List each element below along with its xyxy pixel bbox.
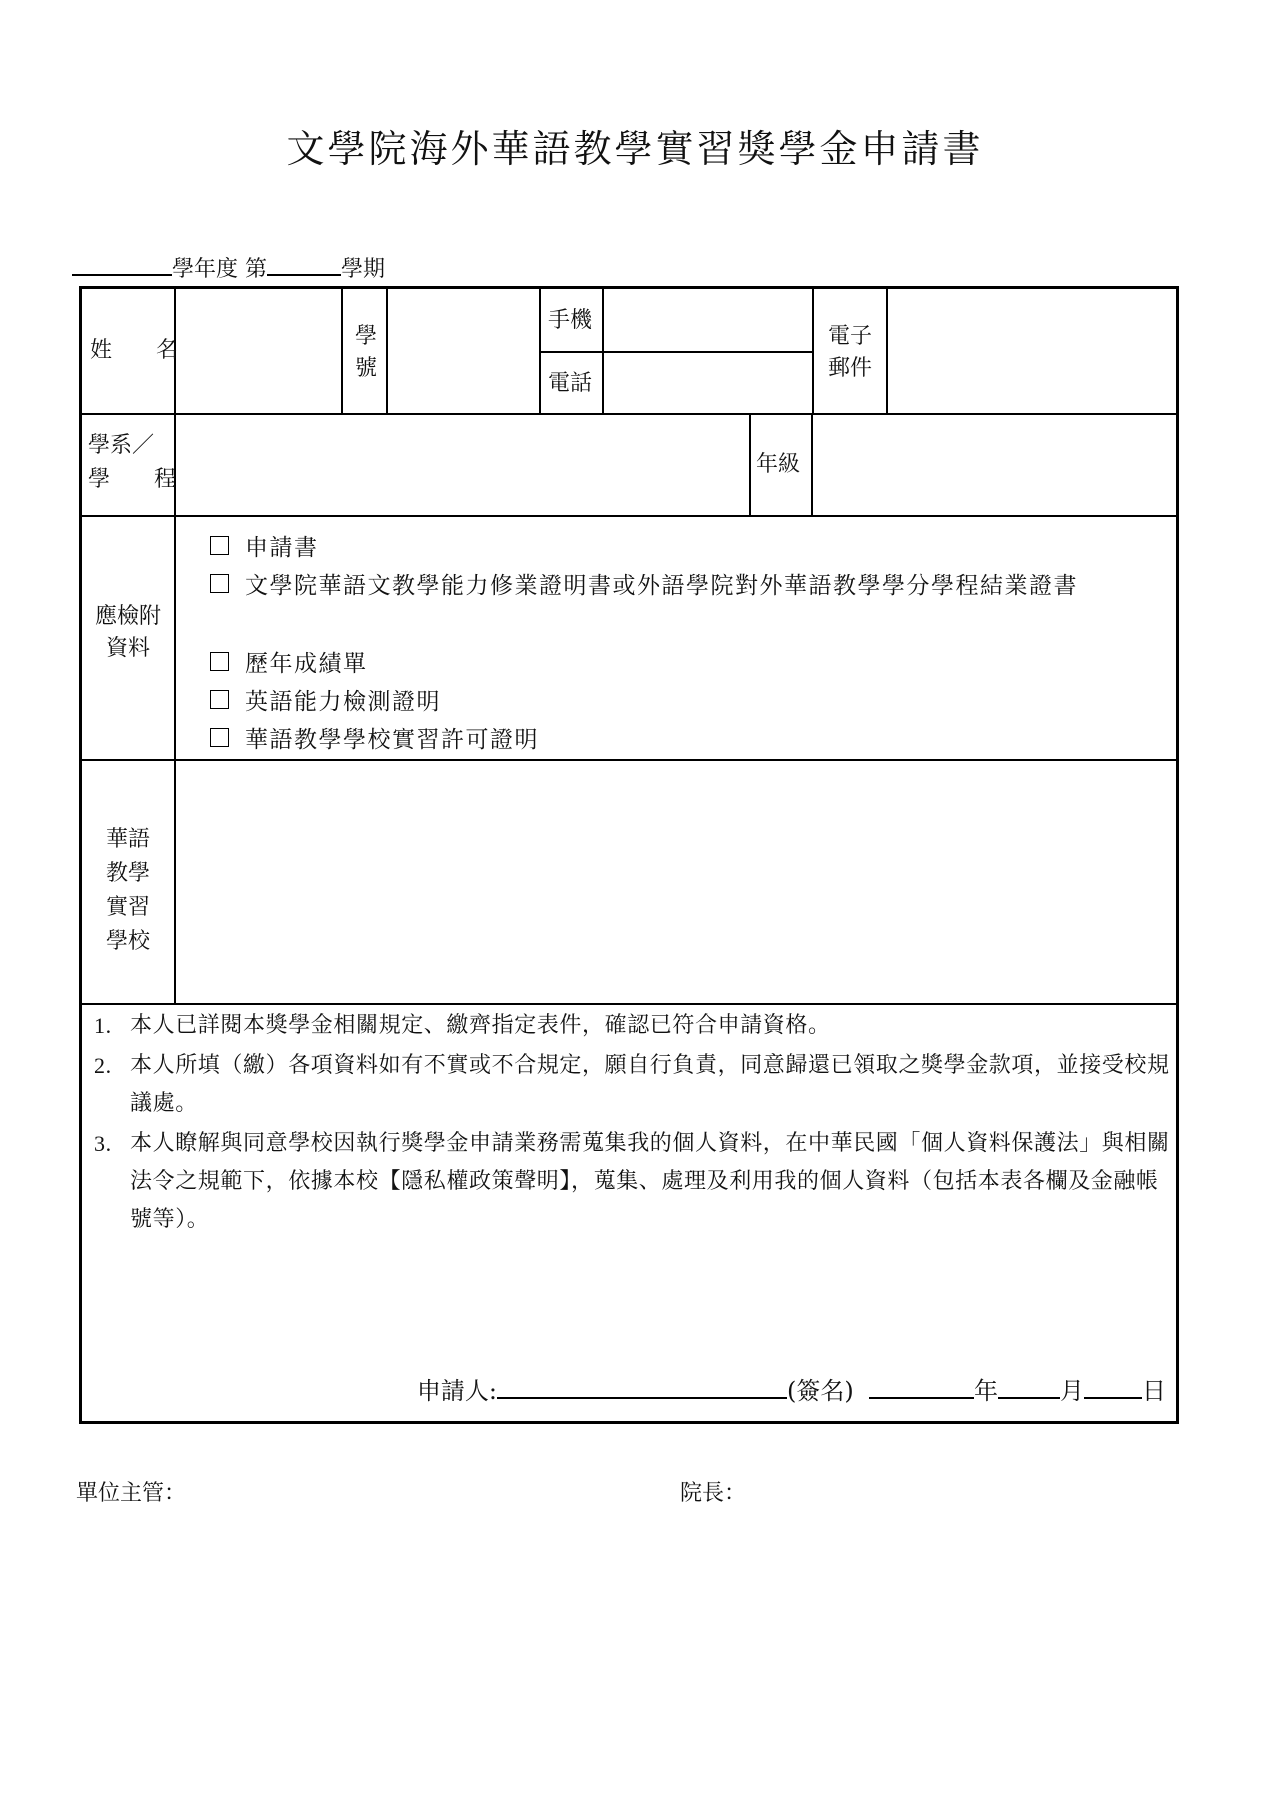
attachments-label: 應檢附 資料 <box>94 604 161 661</box>
email-label: 電子 郵件 <box>827 324 872 381</box>
student-id-label: 學 號 <box>354 324 377 381</box>
signature-blank[interactable] <box>497 1375 787 1399</box>
page-title: 文學院海外華語教學實習獎學金申請書 <box>286 127 984 171</box>
department-label: 學系／ 學 程 <box>88 433 177 492</box>
note-item: 2. 本人所填（繳）各項資料如有不實或不合規定，願自行負責，同意歸還已領取之獎學金款項，並接受校規議處。 <box>94 1053 1170 1116</box>
year-label: 年 <box>974 1377 998 1405</box>
semester-line <box>72 252 385 283</box>
student-id-field[interactable] <box>388 289 539 413</box>
attachment-list <box>210 529 1165 759</box>
col-line-grade-label <box>749 413 751 515</box>
term-blank[interactable] <box>267 252 341 276</box>
attachment-item[interactable]: 歷年成績單 <box>210 645 1165 683</box>
month-blank[interactable] <box>998 1375 1060 1399</box>
checkbox-internship-permit[interactable] <box>210 728 229 747</box>
note-item: 3. 本人瞭解與同意學校因執行獎學金申請業務需蒐集我的個人資料，在中華民國「個人資料保護法」與相關法令之規範下，依據本校【隱私權政策聲明】，蒐集、處理及利用我的個人資料（包括本表各欄及金融帳號等）。 <box>94 1131 1170 1232</box>
row-divider-4 <box>82 1003 1176 1005</box>
term-suffix: 學期 <box>341 257 386 282</box>
year-blank[interactable] <box>869 1375 974 1399</box>
application-form <box>79 286 1179 1424</box>
name-label: 姓 名 <box>90 338 179 363</box>
email-field[interactable] <box>888 289 1176 413</box>
grade-field[interactable] <box>813 415 1176 515</box>
day-label: 日 <box>1142 1377 1166 1405</box>
sign-label: (簽名) <box>787 1377 854 1405</box>
dean-label: 院長： <box>680 1481 747 1506</box>
attachment-item[interactable]: 申請書 <box>210 529 1165 567</box>
checkbox-transcript[interactable] <box>210 652 229 671</box>
term-prefix: 第 <box>245 257 268 282</box>
attachment-item[interactable]: 英語能力檢測證明 <box>210 683 1165 721</box>
phone-field[interactable] <box>604 353 812 413</box>
department-field[interactable] <box>176 415 749 515</box>
checkbox-english-proof[interactable] <box>210 690 229 709</box>
year-suffix: 學年度 <box>172 257 239 282</box>
declaration-notes <box>94 1007 1174 1241</box>
name-field[interactable] <box>176 289 341 413</box>
applicant-label: 申請人: <box>416 1377 497 1405</box>
attachment-item[interactable]: 文學院華語文教學能力修業證明書或外語學院對外華語教學學分學程結業證書 <box>210 567 1165 645</box>
col-line-id-label <box>341 289 343 413</box>
mobile-field[interactable] <box>604 289 812 351</box>
mobile-label: 手機 <box>548 308 593 333</box>
grade-label: 年級 <box>756 452 801 477</box>
day-blank[interactable] <box>1084 1375 1142 1399</box>
signature-line <box>417 1371 1166 1406</box>
row-divider-2 <box>82 515 1176 517</box>
school-field[interactable] <box>176 761 1176 1003</box>
phone-label: 電話 <box>548 371 593 396</box>
academic-year-blank[interactable] <box>72 252 172 276</box>
school-label: 華語 教學 實習 學校 <box>105 827 150 954</box>
supervisor-label: 單位主管： <box>76 1481 187 1506</box>
checkbox-certificate[interactable] <box>210 574 229 593</box>
checkbox-application[interactable] <box>210 536 229 555</box>
month-label: 月 <box>1060 1377 1084 1405</box>
col-line-phone-label <box>539 289 541 413</box>
note-item: 1. 本人已詳閱本獎學金相關規定、繳齊指定表件，確認已符合申請資格。 <box>94 1013 831 1038</box>
attachment-item[interactable]: 華語教學學校實習許可證明 <box>210 721 1165 759</box>
